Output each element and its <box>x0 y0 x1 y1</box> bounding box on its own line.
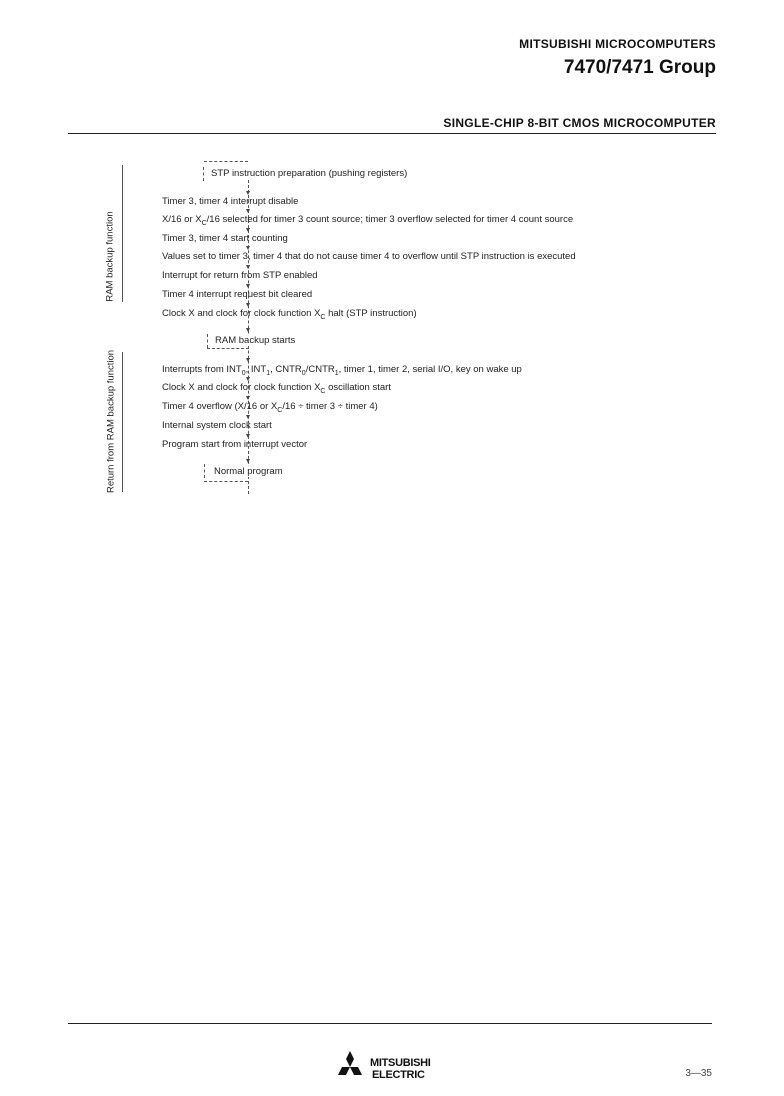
return-step-1: Interrupts from $INT_0$, $INT_1$, $CNTR_0/CNTR_1$, timer 1, timer 2, serial I/O, key on wake up <box>162 364 522 377</box>
arrow-10 <box>246 377 250 381</box>
arrow-4 <box>246 246 250 250</box>
end-box-bottom <box>204 481 248 482</box>
return-step-2: Clock X and clock for clock function $X_C$ oscillation start <box>162 382 391 395</box>
middle-box-bottom <box>207 348 249 349</box>
return-section-bar <box>122 352 123 492</box>
arrow-12 <box>246 415 250 419</box>
start-box-top <box>204 161 248 162</box>
backup-step-3: Timer 3, timer 4 start counting <box>162 233 288 244</box>
backup-section-label: RAM backup function <box>104 211 116 302</box>
header-rule <box>68 133 716 134</box>
footer-rule <box>68 1023 712 1024</box>
backup-step-7: Clock X and clock for clock function $X_C$ halt (STP instruction) <box>162 308 417 321</box>
arrow-1 <box>246 191 250 195</box>
start-box-label <box>211 168 407 179</box>
logo-line-2: ELECTRIC <box>372 1069 425 1081</box>
start-box-left <box>203 167 204 181</box>
middle-box-text: RAM backup starts <box>215 335 296 346</box>
page-number: 3—35 <box>685 1068 712 1079</box>
arrow-6 <box>246 284 250 288</box>
arrow-3 <box>246 228 250 232</box>
arrow-13 <box>246 434 250 438</box>
arrow-11 <box>246 396 250 400</box>
backup-step-1: Timer 3, timer 4 interrupt disable <box>162 196 299 207</box>
arrow-2 <box>246 209 250 213</box>
logo-line-1: MITSUBISHI <box>370 1057 431 1069</box>
backup-step-5: Interrupt for return from STP enabled <box>162 270 318 281</box>
end-box-left <box>204 464 205 478</box>
backup-section-bar <box>122 165 123 302</box>
company-header: MITSUBISHI MICROCOMPUTERS <box>519 37 716 51</box>
arrow-14 <box>246 459 250 463</box>
end-box-text: Normal program <box>214 466 283 477</box>
backup-step-6: Timer 4 interrupt request bit cleared <box>162 289 313 300</box>
start-box-text: STP instruction preparation (pushing registers) <box>211 168 408 179</box>
mitsubishi-logo-icon <box>334 1050 366 1082</box>
return-step-4: Internal system clock start <box>162 420 272 431</box>
document-subtitle: SINGLE-CHIP 8-BIT CMOS MICROCOMPUTER <box>443 116 716 130</box>
return-step-3: Timer 4 overflow (X/16 or $X_C/16$ ÷ timer 3 ÷ timer 4) <box>162 401 378 414</box>
return-section-label: Return from RAM backup function <box>105 349 117 494</box>
arrow-9 <box>246 358 250 362</box>
return-step-5: Program start from interrupt vector <box>162 439 308 450</box>
backup-step-4: Values set to timer 3, timer 4 that do not cause timer 4 to overflow until STP instruction is executed <box>162 251 576 262</box>
backup-step-2: X/16 or $X_C/16$ selected for timer 3 count source; timer 3 overflow selected for timer 4 count source <box>162 214 574 227</box>
group-title: 7470/7471 Group <box>563 57 716 78</box>
arrow-5 <box>246 265 250 269</box>
arrow-8 <box>246 328 250 332</box>
middle-box-left <box>207 334 208 348</box>
arrow-7 <box>246 303 250 307</box>
